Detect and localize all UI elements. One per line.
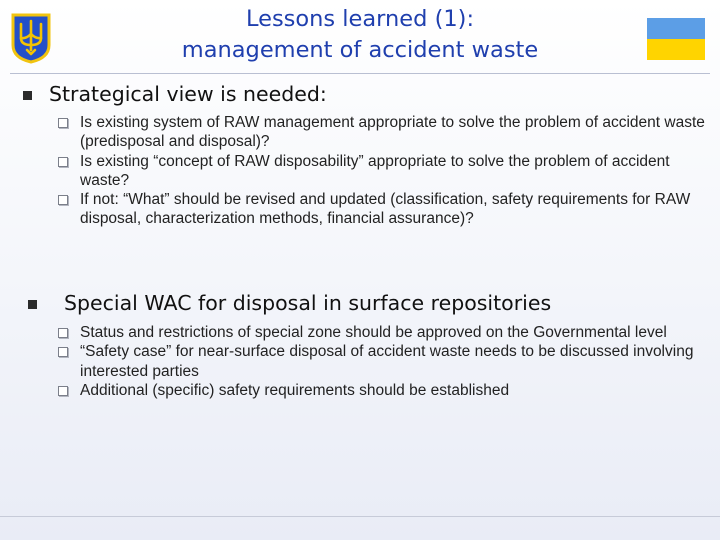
flag-yellow-stripe xyxy=(647,39,705,60)
checkbox-bullet-icon xyxy=(58,386,68,396)
list-item-text: Is existing “concept of RAW disposability” appropriate to solve the problem of accident waste? xyxy=(80,152,670,189)
trident-coat-of-arms-icon xyxy=(10,12,52,64)
title-line-2: management of accident waste xyxy=(181,37,539,63)
list-item xyxy=(55,190,705,229)
ukraine-flag-icon xyxy=(647,18,705,60)
list-item xyxy=(55,323,705,342)
section-heading-text: Special WAC for disposal in surface repositories xyxy=(64,291,552,315)
checkbox-bullet-icon xyxy=(58,328,68,338)
list-item xyxy=(55,342,705,381)
list-item-text: Is existing system of RAW management appropriate to solve the problem of accident waste (predisposal and disposal)? xyxy=(80,114,705,151)
list-item-text: If not: “What” should be revised and updated (classification, safety requirements for RAW disposal, characterization methods, financial assurance)? xyxy=(80,191,691,228)
list-item-text: Status and restrictions of special zone should be approved on the Governmental level xyxy=(80,324,667,341)
section-heading-text: Strategical view is needed: xyxy=(49,82,327,106)
checkbox-bullet-icon xyxy=(58,118,68,128)
checkbox-bullet-icon xyxy=(58,195,68,205)
list-item-text: Additional (specific) safety requirements should be established xyxy=(80,381,510,399)
checkbox-bullet-icon xyxy=(58,347,68,357)
page-title xyxy=(110,4,610,66)
square-bullet-icon xyxy=(23,91,32,100)
list-item xyxy=(55,381,705,400)
section-1-list xyxy=(55,113,705,229)
section-2-list xyxy=(55,323,705,400)
square-bullet-icon xyxy=(28,300,37,309)
list-item xyxy=(55,113,705,152)
flag-blue-stripe xyxy=(647,18,705,39)
title-line-1: Lessons learned (1): xyxy=(245,6,475,32)
title-divider xyxy=(10,73,710,74)
list-item-text: “Safety case” for near-surface disposal of accident waste needs to be discussed involving interested parties xyxy=(80,343,694,380)
footer-divider xyxy=(0,516,720,517)
list-item xyxy=(55,152,705,191)
checkbox-bullet-icon xyxy=(58,157,68,167)
